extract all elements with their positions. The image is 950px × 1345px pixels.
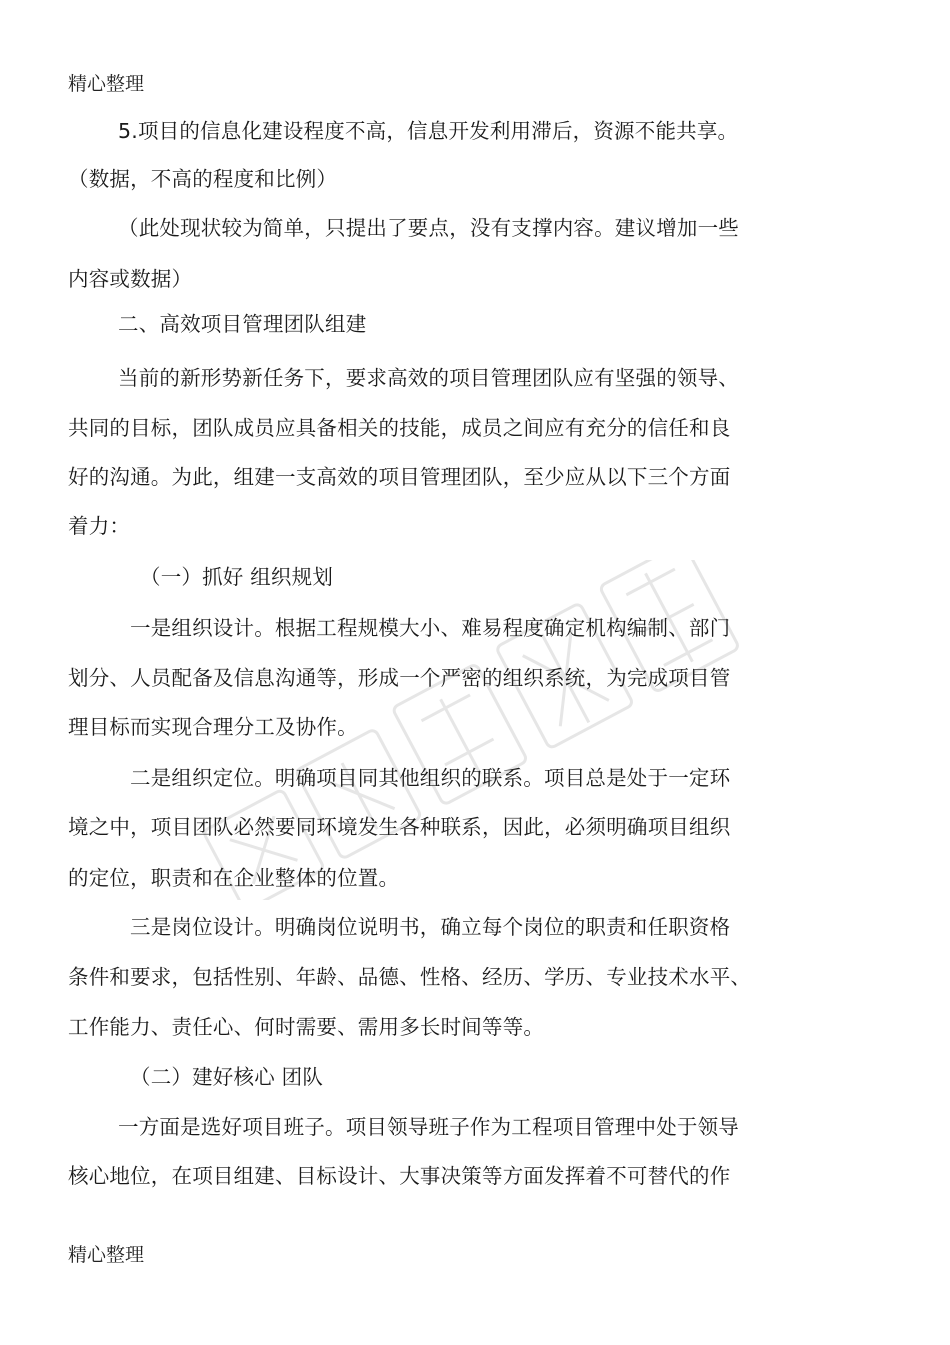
text-line-4: 内容或数据）: [68, 267, 193, 291]
text-line-22: 核心地位，在项目组建、目标设计、大事决策等方面发挥着不可替代的作: [68, 1164, 731, 1188]
text-line-21: 一方面是选好项目班子。项目领导班子作为工程项目管理中处于领导: [118, 1115, 739, 1139]
text-line-15: 境之中，项目团队必然要同环境发生各种联系，因此，必须明确项目组织: [68, 815, 731, 839]
text-line-12: 划分、人员配备及信息沟通等，形成一个严密的组织系统，为完成项目管: [68, 666, 731, 690]
text-line-13: 理目标而实现合理分工及协作。: [68, 715, 358, 739]
subheading-2: （二）建好核心 团队: [130, 1065, 324, 1089]
page-header: 精心整理: [68, 73, 145, 95]
text-line-18: 条件和要求，包括性别、年龄、品德、性格、经历、学历、专业技术水平、: [68, 965, 752, 989]
text-line-14: 二是组织定位。明确项目同其他组织的联系。项目总是处于一定环: [130, 766, 731, 790]
text-line-17: 三是岗位设计。明确岗位说明书，确立每个岗位的职责和任职资格: [130, 915, 731, 939]
section-heading-2: 二、高效项目管理团队组建: [118, 312, 367, 336]
text-line-19: 工作能力、责任心、何时需要、需用多长时间等等。: [68, 1015, 545, 1039]
text-line-8: 好的沟通。为此，组建一支高效的项目管理团队，至少应从以下三个方面: [68, 465, 731, 489]
subheading-1: （一）抓好 组织规划: [140, 565, 334, 589]
text-line-1: 5.项目的信息化建设程度不高，信息开发利用滞后，资源不能共享。: [118, 119, 739, 143]
page-footer: 精心整理: [68, 1244, 145, 1266]
text-line-16: 的定位，职责和在企业整体的位置。: [68, 866, 400, 890]
text-line-7: 共同的目标，团队成员应具备相关的技能，成员之间应有充分的信任和良: [68, 416, 731, 440]
text-line-11: 一是组织设计。根据工程规模大小、难易程度确定机构编制、部门: [130, 616, 731, 640]
text-line-2: （数据，不高的程度和比例）: [68, 167, 338, 191]
text-line-6: 当前的新形势新任务下，要求高效的项目管理团队应有坚强的领导、: [118, 366, 739, 390]
text-line-9: 着力：: [68, 514, 131, 538]
text-line-3: （此处现状较为简单，只提出了要点，没有支撑内容。建议增加一些: [118, 216, 739, 240]
